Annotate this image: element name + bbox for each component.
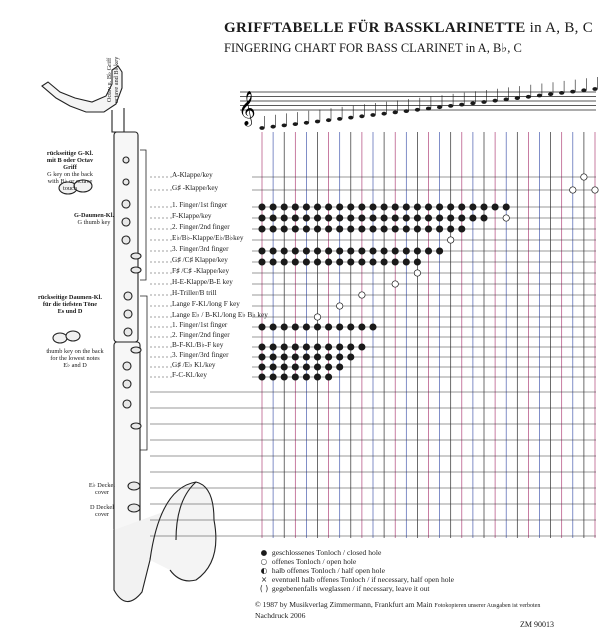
key-label: E♭/B♭-Klappe/E♭/B♭key [172,234,244,242]
closed-hole-icon [281,354,287,360]
closed-hole-icon [259,374,265,380]
note-head [359,114,364,118]
closed-hole-icon [436,248,442,254]
copyright-notice: © 1987 by Musikverlag Zimmermann, Frankfurt am Main Fotokopieren unserer Ausgaben ist verboten Nachdruck 2006 [255,600,541,620]
closed-hole-icon [381,259,387,265]
closed-hole-icon [270,344,276,350]
closed-hole-icon [436,226,442,232]
note-head [581,88,586,92]
key-label: 2. Finger/2nd finger [172,223,230,231]
closed-hole-icon [259,364,265,370]
page-subtitle: FINGERING CHART FOR BASS CLARINET in A, B♭, C [224,41,522,55]
closed-hole-icon [270,248,276,254]
closed-hole-icon [403,248,409,254]
note-head [481,100,486,104]
open-hole-icon [448,237,454,243]
note-head [504,98,509,102]
closed-hole-icon [414,259,420,265]
closed-hole-icon [314,374,320,380]
closed-hole-icon [259,354,265,360]
legend-text: geschlossenes Tonloch / closed hole [270,548,382,557]
legend-text: eventuell halb offenes Tonloch / if necessary, half open hole [270,575,455,584]
note-head [304,121,309,125]
closed-hole-icon [259,226,265,232]
closed-hole-icon [303,364,309,370]
closed-hole-icon [314,226,320,232]
closed-hole-icon [281,364,287,370]
note-head [459,103,464,107]
closed-hole-icon [325,344,331,350]
closed-hole-icon [370,248,376,254]
note-head [559,91,564,95]
note-head [470,101,475,105]
closed-hole-icon [481,204,487,210]
closed-hole-icon [359,324,365,330]
key-label: 2. Finger/2nd finger [172,331,230,339]
closed-hole-icon [259,248,265,254]
closed-hole-icon [392,215,398,221]
closed-hole-icon [448,204,454,210]
note-head [337,117,342,121]
closed-hole-icon [270,324,276,330]
note-head [415,108,420,112]
closed-hole-icon [303,354,309,360]
closed-hole-icon [337,248,343,254]
note-head [448,104,453,108]
note-head [293,122,298,126]
closed-hole-icon [414,226,420,232]
legend-item [258,566,454,575]
legend-item [258,584,454,593]
closed-hole-icon [359,344,365,350]
closed-hole-icon [303,215,309,221]
closed-hole-icon [337,364,343,370]
closed-hole-icon [337,344,343,350]
note-head [570,90,575,94]
closed-hole-icon [325,226,331,232]
closed-hole-icon [370,259,376,265]
closed-hole-icon [370,204,376,210]
closed-hole-icon [348,248,354,254]
legend [258,548,454,593]
closed-hole-icon [481,215,487,221]
closed-hole-icon [325,364,331,370]
closed-hole-icon [303,324,309,330]
closed-hole-icon [425,204,431,210]
closed-hole-icon [292,259,298,265]
closed-hole-icon [348,354,354,360]
closed-hole-icon [303,374,309,380]
note-head [282,124,287,128]
closed-hole-icon [281,374,287,380]
closed-hole-icon [492,204,498,210]
back-g-key-label: rückseitige G-Kl. mit B oder Octav Griff G key on the back with B♭ or octave touch [46,150,94,192]
closed-hole-icon [348,204,354,210]
closed-hole-icon [270,226,276,232]
key-label: Lange E♭ / B-Kl./long E♭ B♭ key [172,311,268,319]
e-flat-cover-label: E♭ Deckel cover [88,482,116,496]
key-label: 1. Finger/1st finger [172,201,228,209]
closed-hole-icon [337,204,343,210]
closed-hole-icon [348,259,354,265]
closed-hole-icon [392,226,398,232]
closed-hole-icon [425,248,431,254]
key-label: F-Klappe/key [172,212,212,220]
closed-hole-icon [392,259,398,265]
open-hole-icon [392,281,398,287]
catalog-number: ZM 90013 [520,620,554,629]
open-circle-icon: ○ [260,557,268,566]
closed-hole-icon [325,248,331,254]
note-head [259,126,264,130]
legend-item [258,575,454,584]
closed-hole-icon [425,226,431,232]
closed-hole-icon [314,364,320,370]
note-head [426,107,431,111]
closed-hole-icon [381,226,387,232]
closed-hole-icon [259,324,265,330]
closed-hole-icon [270,204,276,210]
closed-hole-icon [448,215,454,221]
key-label: Lange F-Kl./long F key [172,300,240,308]
closed-hole-icon [337,324,343,330]
closed-hole-icon [292,226,298,232]
open-hole-icon [359,292,365,298]
closed-hole-icon [281,204,287,210]
open-hole-icon [414,270,420,276]
closed-hole-icon [414,215,420,221]
closed-hole-icon [292,344,298,350]
closed-hole-icon [337,259,343,265]
note-head [548,92,553,96]
closed-hole-icon [314,248,320,254]
closed-hole-icon [348,324,354,330]
closed-hole-icon [281,259,287,265]
closed-hole-icon [337,354,343,360]
closed-hole-icon [370,324,376,330]
note-head [382,112,387,116]
closed-hole-icon [337,226,343,232]
open-hole-icon [592,187,598,193]
octave-key-label: Octav u. B♭ Griff [106,57,113,103]
cross-icon: × [260,575,268,584]
note-head [493,99,498,103]
key-label: 3. Finger/3rd finger [172,245,229,253]
closed-hole-icon [270,364,276,370]
closed-hole-icon [359,204,365,210]
d-cover-label: D Deckel cover [90,504,114,518]
half-circle-icon: ◐ [260,566,268,575]
closed-hole-icon [292,204,298,210]
legend-item [258,548,454,557]
closed-hole-icon [470,215,476,221]
open-hole-icon [314,314,320,320]
back-thumb-key-label: rückseitige Daumen-Kl. für die tiefsten Töne Es und D [37,294,102,315]
key-label: 1. Finger/1st finger [172,321,228,329]
note-head [370,113,375,117]
key-label: G♯ /C♯ Klappe/key [172,256,228,264]
closed-hole-icon [325,324,331,330]
closed-hole-icon [392,204,398,210]
closed-hole-icon [459,226,465,232]
closed-hole-icon [314,344,320,350]
closed-hole-icon [292,364,298,370]
note-head [404,109,409,113]
open-hole-icon [337,303,343,309]
closed-hole-icon [359,226,365,232]
closed-hole-icon [436,204,442,210]
closed-hole-icon [348,226,354,232]
closed-hole-icon [381,215,387,221]
note-head [393,111,398,115]
filled-circle-icon: ● [260,548,268,557]
g-thumb-key-label: G-Daumen-Kl. G thumb key [73,212,115,226]
legend-item [258,557,454,566]
key-label: G♯ /E♭ Kl./key [172,361,216,369]
note-head [271,125,276,129]
open-hole-icon [581,174,587,180]
key-label: F-C-Kl./key [172,371,207,379]
closed-hole-icon [303,248,309,254]
closed-hole-icon [259,204,265,210]
closed-hole-icon [281,226,287,232]
closed-hole-icon [270,354,276,360]
closed-hole-icon [292,324,298,330]
closed-hole-icon [403,226,409,232]
closed-hole-icon [292,354,298,360]
closed-hole-icon [281,215,287,221]
closed-hole-icon [359,248,365,254]
closed-hole-icon [348,215,354,221]
closed-hole-icon [270,215,276,221]
closed-hole-icon [303,226,309,232]
key-label: 3. Finger/3rd finger [172,351,229,359]
note-head [326,118,331,122]
closed-hole-icon [359,215,365,221]
parentheses-icon: ( ) [259,584,269,593]
closed-hole-icon [259,259,265,265]
closed-hole-icon [259,215,265,221]
closed-hole-icon [414,204,420,210]
closed-hole-icon [325,354,331,360]
closed-hole-icon [370,215,376,221]
closed-hole-icon [425,215,431,221]
closed-hole-icon [314,259,320,265]
closed-hole-icon [292,248,298,254]
closed-hole-icon [325,259,331,265]
closed-hole-icon [314,204,320,210]
closed-hole-icon [270,259,276,265]
closed-hole-icon [303,344,309,350]
closed-hole-icon [459,215,465,221]
key-label: H-Triller/B trill [172,289,217,297]
closed-hole-icon [292,374,298,380]
closed-hole-icon [503,204,509,210]
key-label: F♯ /C♯ -Klappe/key [172,267,230,275]
note-head [437,105,442,109]
key-label: G♯ -Klappe/key [172,184,219,192]
octave-key-label-en: octave and B♭ key [113,56,120,104]
closed-hole-icon [281,248,287,254]
open-hole-icon [570,187,576,193]
key-label: H-E-Klappe/B-E key [172,278,233,286]
closed-hole-icon [392,248,398,254]
closed-hole-icon [459,204,465,210]
closed-hole-icon [314,354,320,360]
note-head [537,94,542,98]
closed-hole-icon [348,344,354,350]
note-head [526,95,531,99]
closed-hole-icon [292,215,298,221]
treble-clef-icon: 𝄞 [238,91,256,126]
closed-hole-icon [325,204,331,210]
back-thumb-key-label-en: thumb key on the back for the lowest notes E♭ and D [46,348,104,369]
closed-hole-icon [325,374,331,380]
closed-hole-icon [470,204,476,210]
legend-text: halb offenes Tonloch / half open hole [270,566,385,575]
closed-hole-icon [414,248,420,254]
closed-hole-icon [403,215,409,221]
closed-hole-icon [403,259,409,265]
closed-hole-icon [303,204,309,210]
key-label: B-F-Kl./B♭-F key [172,341,224,349]
closed-hole-icon [337,215,343,221]
closed-hole-icon [259,344,265,350]
closed-hole-icon [303,259,309,265]
note-head [315,120,320,124]
key-label: A-Klappe/key [172,171,213,179]
closed-hole-icon [436,215,442,221]
closed-hole-icon [325,215,331,221]
page-title: GRIFFTABELLE FÜR BASSKLARINETTE in A, B, C [224,20,594,36]
closed-hole-icon [359,259,365,265]
legend-text: offenes Tonloch / open hole [270,557,357,566]
closed-hole-icon [281,344,287,350]
legend-text: gegebenenfalls weglassen / if necessary, leave it out [270,584,430,593]
closed-hole-icon [403,204,409,210]
closed-hole-icon [270,374,276,380]
closed-hole-icon [281,324,287,330]
closed-hole-icon [381,204,387,210]
note-head [592,87,597,91]
closed-hole-icon [448,226,454,232]
note-head [515,96,520,100]
closed-hole-icon [314,324,320,330]
closed-hole-icon [314,215,320,221]
open-hole-icon [503,215,509,221]
closed-hole-icon [381,248,387,254]
closed-hole-icon [370,226,376,232]
note-head [348,116,353,120]
